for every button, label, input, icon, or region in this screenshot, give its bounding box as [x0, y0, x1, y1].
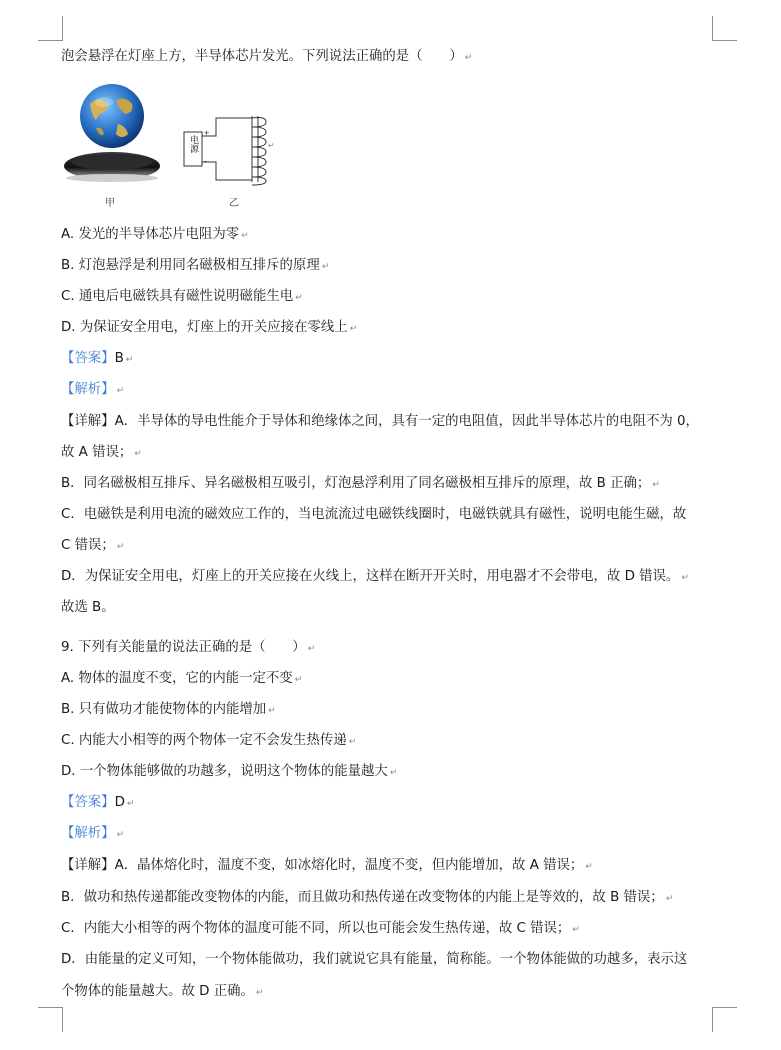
caption-jia: 甲	[105, 198, 115, 209]
q9-option-d: D. 一个物体能够做的功越多，说明这个物体的能量越大 ↵	[61, 764, 398, 779]
q8-detail-line-4: C．电磁铁是利用电流的磁效应工作的，当电流流过电磁铁线圈时，电磁铁就具有磁性，说明电能生磁，故	[61, 507, 687, 522]
svg-text:-: -	[204, 156, 207, 166]
q8-option-d: D. 为保证安全用电，灯座上的开关应接在零线上 ↵	[61, 320, 358, 335]
q9-answer: 【答案】D ↵	[61, 795, 135, 810]
q8-detail-line-6: D．为保证安全用电，灯座上的开关应接在火线上，这样在断开开关时，用电器才不会带电，故 D 错误。 ↵	[61, 569, 689, 584]
q9-analysis-heading: 【解析】 ↵	[61, 826, 125, 841]
q8-option-a: A. 发光的半导体芯片电阻为零 ↵	[61, 227, 249, 242]
q9-detail-line-4: D．由能量的定义可知，一个物体能做功，我们就说它具有能量，简称能。一个物体能做的功越多，表示这	[61, 952, 688, 967]
caption-yi: 乙	[229, 198, 239, 209]
crop-mark-top-right	[712, 16, 737, 41]
q8-answer: 【答案】B ↵	[61, 351, 134, 366]
q8-detail-line-5: C 错误； ↵	[61, 538, 125, 553]
q9-detail-line-5: 个物体的能量越大。故 D 正确。 ↵	[61, 984, 264, 999]
q8-conclusion: 故选 B。	[61, 600, 115, 615]
q8-option-b: B. 灯泡悬浮是利用同名磁极相互排斥的原理 ↵	[61, 258, 330, 273]
q8-detail-line-3: B．同名磁极相互排斥、异名磁极相互吸引，灯泡悬浮利用了同名磁极相互排斥的原理，故 B 正确； ↵	[61, 476, 660, 491]
q9-detail-line-1: 【详解】A．晶体熔化时，温度不变，如冰熔化时，温度不变，但内能增加，故 A 错误； ↵	[61, 858, 593, 873]
q9-option-c: C. 内能大小相等的两个物体一定不会发生热传递 ↵	[61, 733, 357, 748]
power-source-label: 电源	[188, 135, 198, 153]
levitating-globe-figure	[60, 82, 164, 190]
question-8-stem-tail: 泡会悬浮在灯座上方，半导体芯片发光。下列说法正确的是（ ） ↵	[61, 49, 473, 64]
electromagnet-circuit-figure	[178, 106, 288, 186]
q9-stem: 9. 下列有关能量的说法正确的是（ ） ↵	[61, 640, 316, 655]
crop-mark-top-left	[38, 16, 63, 41]
q8-detail-line-2: 故 A 错误； ↵	[61, 445, 142, 460]
svg-text:+: +	[204, 128, 210, 138]
q9-option-b: B. 只有做功才能使物体的内能增加 ↵	[61, 702, 276, 717]
svg-text:↵: ↵	[268, 141, 275, 150]
crop-mark-bottom-left	[38, 1007, 63, 1032]
q9-detail-line-3: C．内能大小相等的两个物体的温度可能不同，所以也可能会发生热传递，故 C 错误； ↵	[61, 921, 580, 936]
crop-mark-bottom-right	[712, 1007, 737, 1032]
q9-option-a: A. 物体的温度不变，它的内能一定不变 ↵	[61, 671, 303, 686]
q8-analysis-heading: 【解析】 ↵	[61, 382, 125, 397]
q8-detail-line-1: 【详解】A．半导体的导电性能介于导体和绝缘体之间，具有一定的电阻值，因此半导体芯片的电阻不为 0，	[61, 414, 699, 429]
q8-option-c: C. 通电后电磁铁具有磁性说明磁能生电 ↵	[61, 289, 303, 304]
q9-detail-line-2: B．做功和热传递都能改变物体的内能，而且做功和热传递在改变物体的内能上是等效的，故 B 错误； ↵	[61, 890, 674, 905]
